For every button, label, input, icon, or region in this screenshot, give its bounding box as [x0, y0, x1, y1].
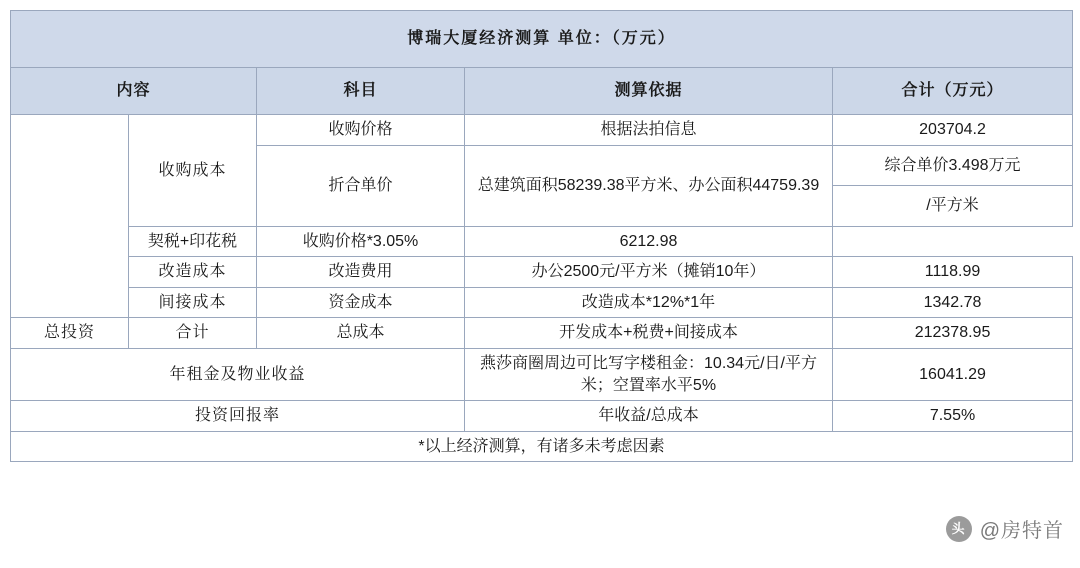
basis-return-rate: 年收益/总成本 — [465, 401, 833, 432]
table-row — [11, 401, 1073, 432]
subject-total-cost: 总成本 — [257, 318, 465, 349]
watermark — [946, 514, 1064, 562]
footnote-row — [11, 431, 1073, 462]
title-row — [11, 11, 1073, 68]
amount-unit-price: 综合单价3.498万元 — [833, 145, 1073, 186]
table-row — [11, 348, 1073, 400]
subject-capital-cost: 资金成本 — [257, 287, 465, 318]
row-label-return-rate: 投资回报率 — [11, 401, 465, 432]
page-title: 博瑞大厦经济测算 单位：（万元） — [11, 11, 1073, 68]
spreadsheet-document — [0, 10, 1080, 562]
amount-return-rate: 7.55% — [833, 401, 1073, 432]
table-row — [11, 226, 1073, 257]
table-row — [11, 115, 1073, 146]
subject-unit-price: 折合单价 — [257, 145, 465, 226]
header-row — [11, 68, 1073, 115]
watermark-text: @房特首 — [979, 520, 1064, 542]
column-header-content: 内容 — [11, 68, 257, 115]
subject-purchase-price: 收购价格 — [257, 115, 465, 146]
subject-renovation-fee: 改造费用 — [257, 257, 465, 288]
basis-unit-price: 总建筑面积58239.38平方米、办公面积44759.39 — [465, 145, 833, 226]
subject-deed-stamp-tax: 契税+印花税 — [129, 226, 257, 257]
row-label-subtotal: 合计 — [129, 318, 257, 349]
column-header-basis: 测算依据 — [465, 68, 833, 115]
basis-purchase-price: 根据法拍信息 — [465, 115, 833, 146]
row-label-total-investment: 总投资 — [11, 318, 129, 349]
amount-capital-cost: 1342.78 — [833, 287, 1073, 318]
basis-capital-cost: 改造成本*12%*1年 — [465, 287, 833, 318]
footnote-text: *以上经济测算，有诸多未考虑因素 — [11, 431, 1073, 462]
row-label-acquisition-cost: 收购成本 — [129, 115, 257, 227]
row-label-renovation-cost: 改造成本 — [129, 257, 257, 288]
column-header-subject: 科目 — [257, 68, 465, 115]
row-label-indirect-cost: 间接成本 — [129, 287, 257, 318]
amount-annual-rent: 16041.29 — [833, 348, 1073, 400]
basis-deed-stamp-tax: 收购价格*3.05% — [257, 226, 465, 257]
basis-total-cost: 开发成本+税费+间接成本 — [465, 318, 833, 349]
amount-deed-stamp-tax: 6212.98 — [465, 226, 833, 257]
table-row — [11, 318, 1073, 349]
basis-renovation-fee: 办公2500元/平方米（摊销10年） — [465, 257, 833, 288]
amount-renovation-fee: 1118.99 — [833, 257, 1073, 288]
watermark-badge: 头条 — [946, 516, 972, 542]
table-row — [11, 287, 1073, 318]
economic-calculation-table — [10, 10, 1073, 462]
amount-unit-price-unit: /平方米 — [833, 186, 1073, 227]
basis-annual-rent: 燕莎商圈周边可比写字楼租金：10.34元/日/平方米；空置率水平5% — [465, 348, 833, 400]
amount-purchase-price: 203704.2 — [833, 115, 1073, 146]
column-header-total: 合计（万元） — [833, 68, 1073, 115]
group-cell-blank-left — [11, 115, 129, 318]
amount-total-cost: 212378.95 — [833, 318, 1073, 349]
row-label-annual-rent: 年租金及物业收益 — [11, 348, 465, 400]
table-row — [11, 257, 1073, 288]
